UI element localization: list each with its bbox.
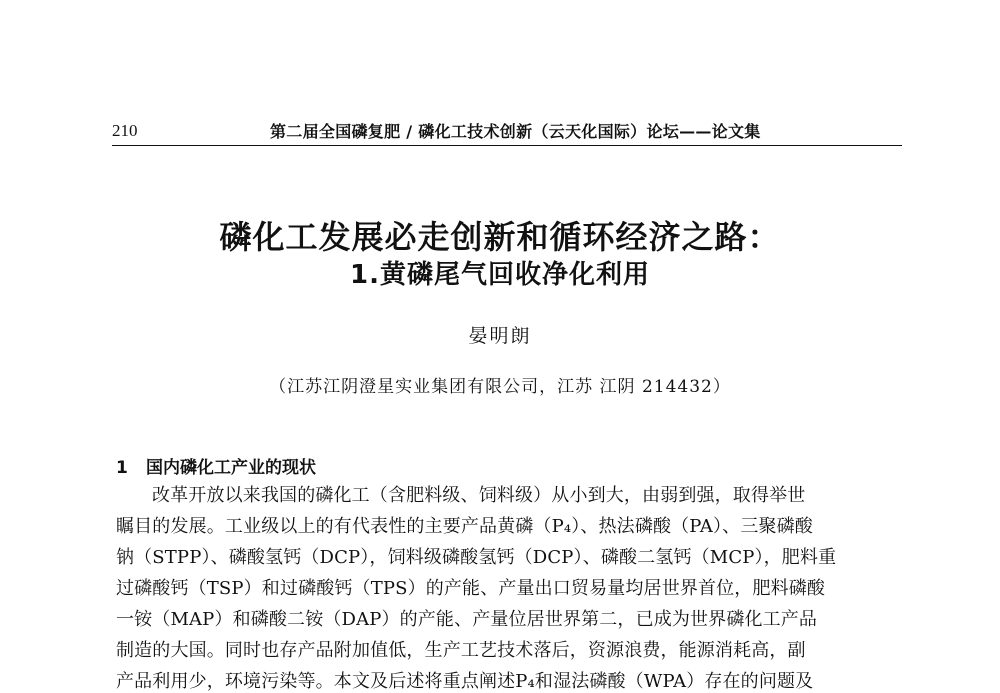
body-line: 过磷酸钙（TSP）和过磷酸钙（TPS）的产能、产量出口贸易量均居世界首位，肥料磷酸 — [116, 578, 826, 599]
body-line: 钠（STPP）、磷酸氢钙（DCP），饲料级磷酸氢钙（DCP）、磷酸二氢钙（MCP），肥料重 — [116, 547, 837, 568]
body-line: 制造的大国。同时也存产品附加值低，生产工艺技术落后，资源浪费，能源消耗高，副 — [116, 640, 806, 661]
section-heading — [116, 453, 316, 478]
author-name: 晏明朗 — [468, 325, 532, 347]
author-affiliation: （江苏江阴澄星实业集团有限公司，江苏 江阴 214432） — [269, 377, 731, 397]
paper-title-line2: 1.黄磷尾气回收净化利用 — [350, 260, 650, 290]
body-line: 改革开放以来我国的磷化工（含肥料级、饲料级）从小到大，由弱到强，取得举世 — [152, 485, 806, 506]
body-line: 一铵（MAP）和磷酸二铵（DAP）的产能、产量位居世界第二，已成为世界磷化工产品 — [116, 609, 818, 630]
body-line: 瞩目的发展。工业级以上的有代表性的主要产品黄磷（P₄）、热法磷酸（PA）、三聚磷酸 — [116, 516, 813, 537]
body-line: 产品利用少，环境污染等。本文及后述将重点阐述P₄和湿法磷酸（WPA）存在的问题及 — [116, 671, 814, 692]
section-number: 1 — [116, 458, 128, 478]
page-header — [112, 119, 902, 146]
paper-title-line1: 磷化工发展必走创新和循环经济之路： — [219, 218, 781, 256]
running-title: 第二届全国磷复肥 / 磷化工技术创新（云天化国际）论坛——论文集 — [270, 122, 761, 141]
page-number: 210 — [112, 121, 138, 140]
section-title: 国内磷化工产业的现状 — [146, 458, 316, 478]
